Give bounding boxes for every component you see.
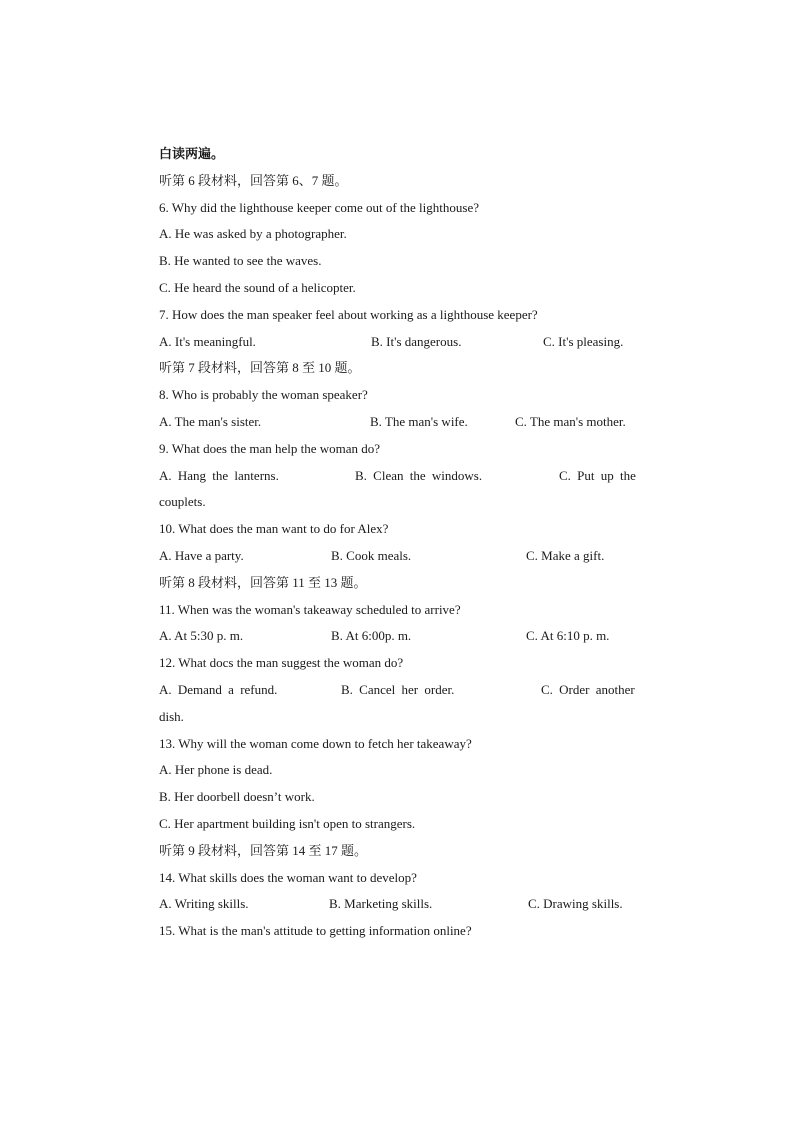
question-14-options	[159, 891, 639, 918]
question-9-option-c: C. Put up the	[559, 467, 636, 483]
question-11-option-c: C. At 6:10 p. m.	[526, 628, 610, 644]
question-9-option-b: B. Clean the windows.	[355, 467, 483, 483]
question-14: 14. What skills does the woman want to develop?	[159, 869, 417, 885]
question-12-option-b: B. Cancel her order.	[341, 681, 455, 697]
question-14-option-b: B. Marketing skills.	[329, 896, 433, 912]
question-14-option-c: C. Drawing skills.	[528, 896, 623, 912]
question-10-options	[159, 543, 639, 570]
section-9-instruction: 听第 9 段材料，回答第 14 至 17 题。	[159, 842, 368, 858]
question-6-option-c: C. He heard the sound of a helicopter.	[159, 279, 356, 295]
section-6-instruction: 听第 6 段材料，回答第 6、7 题。	[159, 172, 348, 188]
question-10: 10. What does the man want to do for Alex?	[159, 521, 389, 537]
question-13-option-a: A. Her phone is dead.	[159, 762, 273, 778]
question-9-option-c-continued: couplets.	[159, 494, 206, 510]
question-9-option-a: A. Hang the lanterns.	[159, 467, 279, 483]
question-12-option-a: A. Demand a refund.	[159, 681, 278, 697]
question-7-option-c: C. It's pleasing.	[543, 333, 624, 349]
question-13-option-c: C. Her apartment building isn't open to strangers.	[159, 815, 416, 831]
question-11: 11. When was the woman's takeaway scheduled to arrive?	[159, 601, 461, 617]
section-7-instruction: 听第 7 段材料，回答第 8 至 10 题。	[159, 360, 361, 376]
question-13-option-b: B. Her doorbell doesn’t work.	[159, 789, 315, 805]
question-11-options	[159, 623, 639, 650]
question-15: 15. What is the man's attitude to getting information online?	[159, 923, 472, 939]
question-14-option-a: A. Writing skills.	[159, 896, 249, 912]
question-11-option-b: B. At 6:00p. m.	[331, 628, 412, 644]
question-12-option-c: C. Order another	[541, 681, 635, 697]
question-10-option-a: A. Have a party.	[159, 547, 244, 563]
question-8-option-c: C. The man's mother.	[515, 413, 626, 429]
question-12-option-c-continued: dish.	[159, 708, 184, 724]
question-8: 8. Who is probably the woman speaker?	[159, 387, 368, 403]
question-6-option-a: A. He was asked by a photographer.	[159, 226, 347, 242]
question-7-options	[159, 329, 639, 356]
question-7: 7. How does the man speaker feel about working as a lighthouse keeper?	[159, 306, 538, 322]
section-8-instruction: 听第 8 段材料，回答第 11 至 13 题。	[159, 574, 367, 590]
instruction-read-twice: 白读两遍。	[159, 146, 225, 161]
question-11-option-a: A. At 5:30 p. m.	[159, 628, 244, 644]
question-7-option-a: A. It's meaningful.	[159, 333, 256, 349]
question-8-options	[159, 409, 639, 436]
question-6-option-b: B. He wanted to see the waves.	[159, 253, 322, 269]
question-8-option-a: A. The man's sister.	[159, 413, 262, 429]
question-9: 9. What does the man help the woman do?	[159, 440, 381, 456]
question-6: 6. Why did the lighthouse keeper come out of the lighthouse?	[159, 199, 479, 215]
question-10-option-c: C. Make a gift.	[526, 547, 605, 563]
question-12: 12. What docs the man suggest the woman do?	[159, 655, 404, 671]
listening-section	[159, 141, 639, 945]
question-10-option-b: B. Cook meals.	[331, 547, 412, 563]
question-13: 13. Why will the woman come down to fetch her takeaway?	[159, 735, 472, 751]
question-12-options	[159, 677, 639, 704]
question-9-options	[159, 463, 639, 490]
question-8-option-b: B. The man's wife.	[370, 413, 468, 429]
question-7-option-b: B. It's dangerous.	[371, 333, 462, 349]
